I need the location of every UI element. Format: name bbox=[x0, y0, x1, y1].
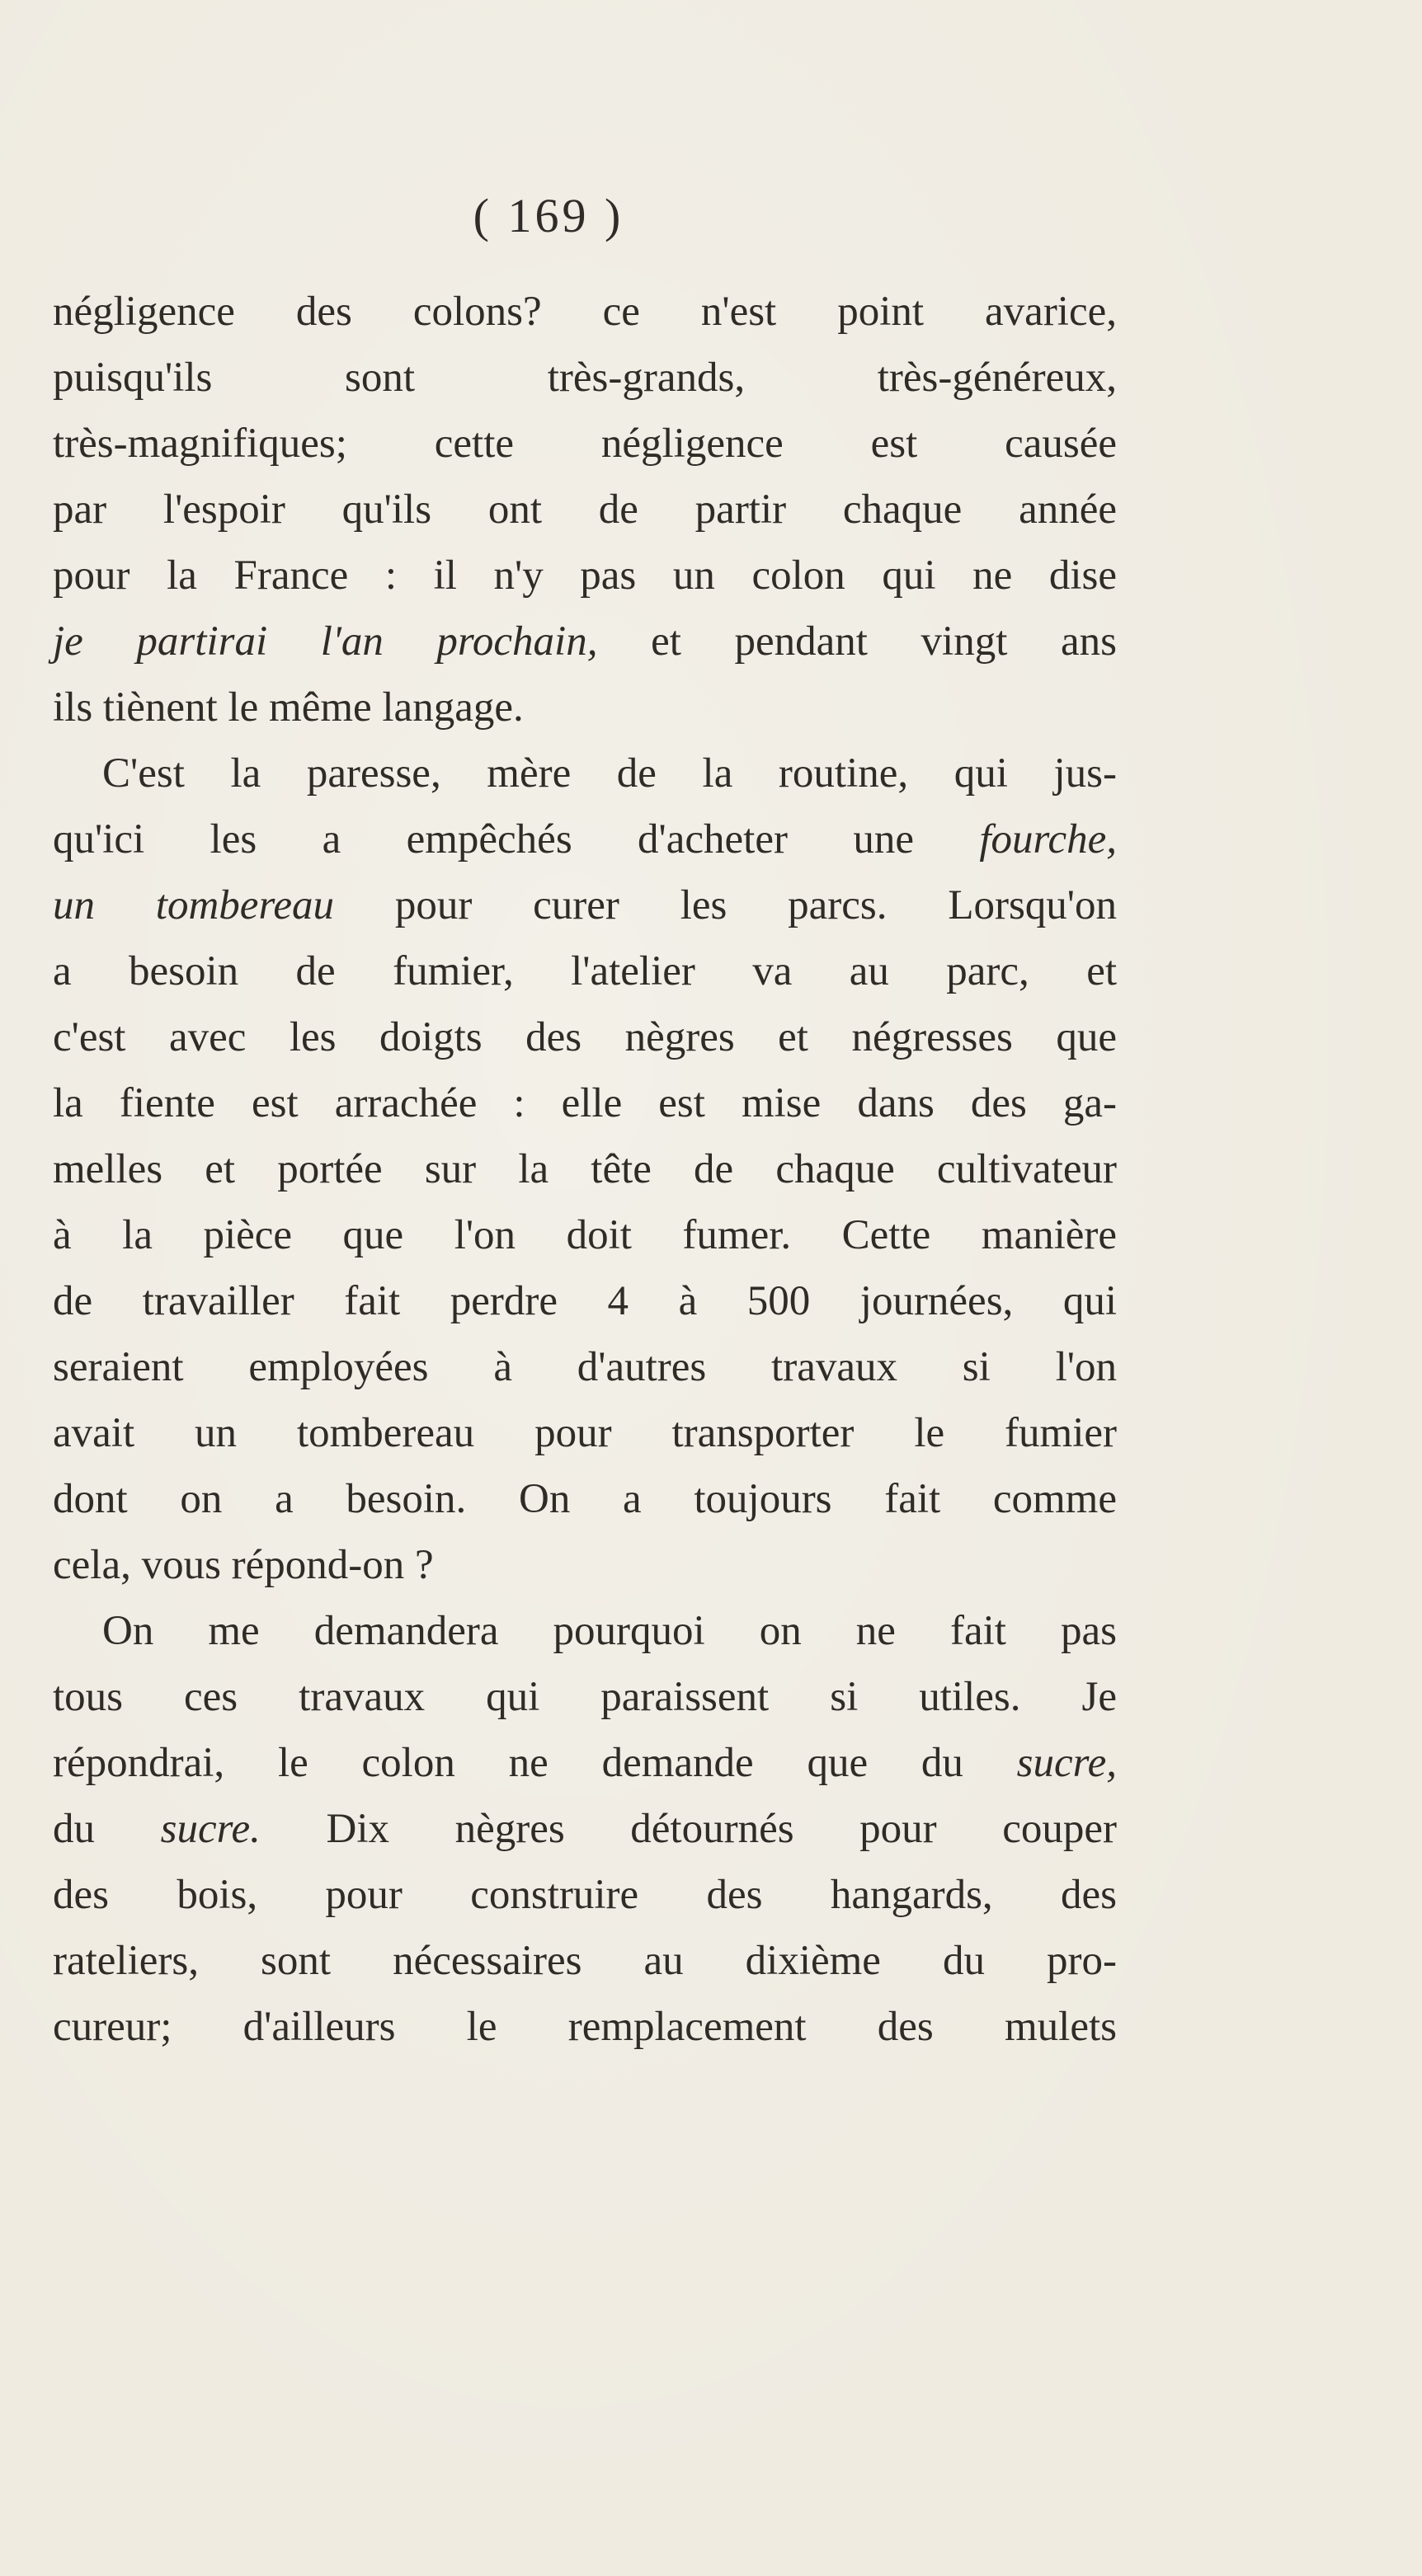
text-line: cela, vous répond-on ? bbox=[53, 1542, 434, 1588]
text-line: par l'espoir qu'ils ont de partir chaque année bbox=[53, 487, 1117, 533]
text-line: tous ces travaux qui paraissent si utiles. Je bbox=[53, 1674, 1117, 1720]
text-line: seraient employées à d'autres travaux si l'on bbox=[53, 1344, 1117, 1390]
text-line: qu'ici les a empêchés d'acheter une fourche, bbox=[53, 816, 1117, 863]
text-line: c'est avec les doigts des nègres et négresses que bbox=[53, 1014, 1117, 1060]
text-line: je partirai l'an prochain, et pendant vingt ans bbox=[53, 618, 1117, 665]
text-line: puisqu'ils sont très-grands, très-généreux, bbox=[53, 355, 1117, 401]
text-line: des bois, pour construire des hangards, des bbox=[53, 1872, 1117, 1918]
paragraph-start-line: On me demandera pourquoi on ne fait pas bbox=[102, 1608, 1117, 1654]
text-line: de travailler fait perdre 4 à 500 journées, qui bbox=[53, 1278, 1117, 1324]
italic-phrase: fourche, bbox=[979, 816, 1117, 863]
text-line: négligence des colons? ce n'est point avarice, bbox=[53, 289, 1117, 335]
text-line: cureur; d'ailleurs le remplacement des mulets bbox=[53, 2004, 1117, 2050]
text-line: ils tiènent le même langage. bbox=[53, 684, 524, 731]
text-line: a besoin de fumier, l'atelier va au parc, et bbox=[53, 948, 1117, 994]
text-line: avait un tombereau pour transporter le fumier bbox=[53, 1410, 1117, 1456]
italic-phrase: sucre. bbox=[160, 1806, 261, 1852]
italic-phrase: je partirai l'an prochain, bbox=[53, 618, 598, 665]
paragraph-start-line: C'est la paresse, mère de la routine, qui jus- bbox=[102, 750, 1117, 797]
text-line: rateliers, sont nécessaires au dixième du pro- bbox=[53, 1938, 1117, 1984]
italic-phrase: sucre, bbox=[1016, 1740, 1117, 1786]
text-line: du sucre. Dix nègres détournés pour couper bbox=[53, 1806, 1117, 1852]
text-line: un tombereau pour curer les parcs. Lorsqu'on bbox=[53, 882, 1117, 928]
italic-phrase: un tombereau bbox=[53, 882, 335, 928]
text-line: pour la France : il n'y pas un colon qui ne dise bbox=[53, 552, 1117, 599]
text-line: la fiente est arrachée : elle est mise dans des ga- bbox=[53, 1080, 1117, 1126]
text-line: melles et portée sur la tête de chaque cultivateur bbox=[53, 1146, 1117, 1192]
text-line: répondrai, le colon ne demande que du sucre, bbox=[53, 1740, 1117, 1786]
text-line: dont on a besoin. On a toujours fait comme bbox=[53, 1476, 1117, 1522]
text-line: à la pièce que l'on doit fumer. Cette manière bbox=[53, 1212, 1117, 1258]
text-line: très-magnifiques; cette négligence est causée bbox=[53, 421, 1117, 467]
body-text bbox=[53, 279, 1117, 2060]
page-number: ( 169 ) bbox=[473, 189, 624, 242]
